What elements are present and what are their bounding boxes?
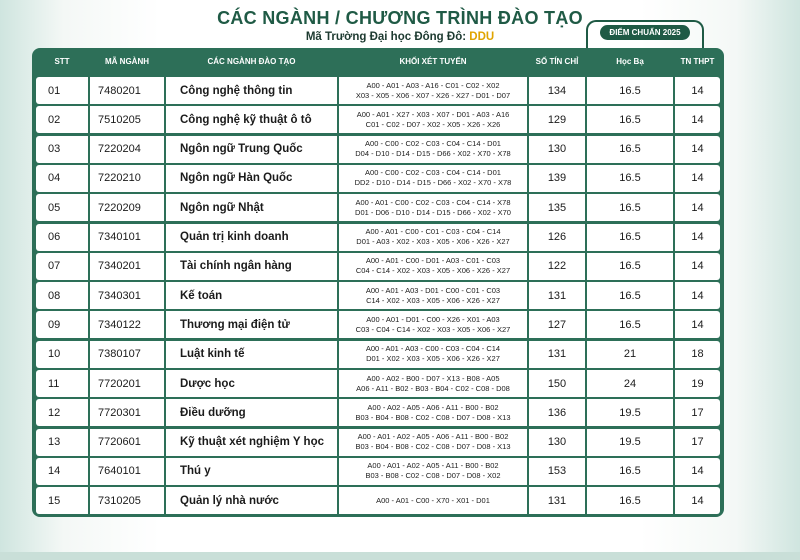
row-groups [339, 487, 527, 514]
row-name: Ngôn ngữ Nhật [166, 194, 337, 221]
row-code: 7220210 [90, 165, 164, 192]
row-groups [339, 282, 527, 309]
row-groups [339, 429, 527, 456]
row-thpt: 14 [675, 487, 720, 514]
row-name: Ngôn ngữ Hàn Quốc [166, 165, 337, 192]
row-thpt: 14 [675, 458, 720, 485]
row-credits: 131 [529, 282, 585, 309]
row-name: Quản trị kinh doanh [166, 224, 337, 251]
table-row [32, 194, 724, 223]
row-code: 7310205 [90, 487, 164, 514]
row-groups-line: C14 - X02 - X03 - X05 - X06 - X26 - X27 [366, 295, 500, 305]
row-code: 7640101 [90, 458, 164, 485]
row-credits: 122 [529, 253, 585, 280]
header-stt: STT [54, 57, 70, 66]
table-row [32, 77, 724, 106]
school-code: DDU [469, 31, 495, 43]
row-hocba: 16.5 [587, 487, 673, 514]
row-stt: 01 [36, 77, 88, 104]
row-hocba: 16.5 [587, 165, 673, 192]
row-name: Tài chính ngân hàng [166, 253, 337, 280]
row-thpt: 14 [675, 194, 720, 221]
row-groups [339, 165, 527, 192]
row-code: 7720301 [90, 399, 164, 426]
row-groups-line: D01 - X02 - X03 - X05 - X06 - X26 - X27 [366, 354, 500, 364]
header-thpt: TN THPT [680, 57, 715, 66]
row-groups [339, 370, 527, 397]
row-name: Công nghệ thông tin [166, 77, 337, 104]
row-groups-line: A00 - A01 - A03 - C00 - C03 - C04 - C14 [365, 344, 501, 354]
row-code: 7340301 [90, 282, 164, 309]
row-credits: 134 [529, 77, 585, 104]
row-thpt: 14 [675, 136, 720, 163]
row-groups [339, 224, 527, 251]
row-code: 7340122 [90, 311, 164, 338]
row-stt: 08 [36, 282, 88, 309]
row-groups-line: A00 - A01 - X27 - X03 - X07 - D01 - A03 - A16 [356, 109, 510, 119]
row-groups [339, 77, 527, 104]
table-row [32, 282, 724, 311]
row-groups-line: B03 - B08 - C02 - C08 - D07 - D08 - X02 [365, 471, 501, 481]
row-stt: 11 [36, 370, 88, 397]
row-hocba: 16.5 [587, 253, 673, 280]
row-hocba: 16.5 [587, 136, 673, 163]
row-stt: 03 [36, 136, 88, 163]
row-stt: 13 [36, 429, 88, 456]
row-thpt: 14 [675, 106, 720, 133]
row-groups [339, 106, 527, 133]
row-groups-line: C03 - C04 - C14 - X02 - X03 - X05 - X06 - X27 [355, 324, 511, 334]
row-groups-line: A00 - A01 - A03 - D01 - C00 - C01 - C03 [365, 285, 501, 295]
table-row [32, 429, 724, 458]
row-stt: 09 [36, 311, 88, 338]
row-stt: 06 [36, 224, 88, 251]
row-code: 7340201 [90, 253, 164, 280]
row-groups-line: C04 - C14 - X02 - X03 - X05 - X06 - X26 - X27 [355, 266, 511, 276]
row-stt: 05 [36, 194, 88, 221]
row-groups-line: D01 - A03 - X02 - X03 - X05 - X06 - X26 - X27 [356, 237, 510, 246]
row-credits: 153 [529, 458, 585, 485]
row-credits: 129 [529, 106, 585, 133]
row-thpt: 17 [675, 399, 720, 426]
row-groups [339, 341, 527, 368]
row-groups-line: B03 - B04 - B08 - C02 - C08 - D07 - D08 - X13 [355, 412, 511, 422]
row-groups [339, 194, 527, 221]
row-name: Kỹ thuật xét nghiệm Y học [166, 429, 337, 456]
row-credits: 130 [529, 429, 585, 456]
row-code: 7380107 [90, 341, 164, 368]
row-stt: 04 [36, 165, 88, 192]
programs-table [32, 48, 724, 517]
row-thpt: 18 [675, 341, 720, 368]
row-groups-line: A00 - A01 - C00 - C01 - C03 - C04 - C14 [365, 227, 501, 236]
row-hocba: 16.5 [587, 224, 673, 251]
table-row [32, 458, 724, 487]
row-code: 7720601 [90, 429, 164, 456]
table-row [32, 165, 724, 194]
row-groups-line: A00 - A01 - A02 - A05 - A11 - B00 - B02 [367, 461, 499, 471]
row-stt: 07 [36, 253, 88, 280]
row-thpt: 17 [675, 429, 720, 456]
row-groups-line: B03 - B04 - B08 - C02 - C08 - D07 - D08 - X13 [355, 442, 511, 452]
row-name: Kế toán [166, 282, 337, 309]
table-row [32, 224, 724, 253]
row-groups-line: A00 - C00 - C02 - C03 - C04 - C14 - D01 [365, 168, 501, 178]
table-header [32, 48, 724, 76]
row-name: Thương mại điện tử [166, 311, 337, 338]
row-hocba: 24 [587, 370, 673, 397]
row-hocba: 19.5 [587, 399, 673, 426]
row-hocba: 16.5 [587, 282, 673, 309]
row-credits: 136 [529, 399, 585, 426]
row-hocba: 16.5 [587, 77, 673, 104]
row-hocba: 19.5 [587, 429, 673, 456]
table-row [32, 341, 724, 370]
table-row [32, 311, 724, 340]
row-groups [339, 311, 527, 338]
row-credits: 139 [529, 165, 585, 192]
row-credits: 126 [529, 224, 585, 251]
row-thpt: 19 [675, 370, 720, 397]
row-thpt: 14 [675, 253, 720, 280]
row-hocba: 16.5 [587, 458, 673, 485]
row-name: Công nghệ kỹ thuật ô tô [166, 106, 337, 133]
table-row [32, 253, 724, 282]
row-groups-line: D04 - D10 - D14 - D15 - D66 - X02 - X70 - X78 [355, 149, 511, 159]
row-groups [339, 253, 527, 280]
row-groups-line: A00 - A01 - C00 - X70 - X01 - D01 [376, 495, 490, 505]
row-groups-line: A00 - A01 - A03 - A16 - C01 - C02 - X02 [366, 80, 500, 90]
row-code: 7510205 [90, 106, 164, 133]
row-groups-line: A06 - A11 - B02 - B03 - B04 - C02 - C08 - D08 [356, 383, 510, 393]
row-groups-line: A00 - A01 - A02 - A05 - A06 - A11 - B00 - B02 [357, 432, 509, 442]
row-stt: 14 [36, 458, 88, 485]
row-credits: 130 [529, 136, 585, 163]
row-credits: 135 [529, 194, 585, 221]
row-groups-line: X03 - X05 - X06 - X07 - X26 - X27 - D01 - D07 [355, 90, 511, 100]
row-groups [339, 399, 527, 426]
header-name: CÁC NGÀNH ĐÀO TẠO [207, 57, 296, 66]
row-name: Dược học [166, 370, 337, 397]
school-code-label: Mã Trường Đại học Đông Đô: [305, 31, 470, 43]
row-groups [339, 136, 527, 163]
header-hocba: Học Bạ [616, 57, 644, 66]
row-stt: 02 [36, 106, 88, 133]
table-row [32, 399, 724, 428]
row-thpt: 14 [675, 282, 720, 309]
row-groups-line: C01 - C02 - D07 - X02 - X05 - X26 - X26 [365, 119, 501, 129]
row-code: 7720201 [90, 370, 164, 397]
row-stt: 12 [36, 399, 88, 426]
header-credits: SỐ TÍN CHỈ [535, 57, 579, 66]
row-thpt: 14 [675, 311, 720, 338]
row-groups-line: DD2 - D10 - D14 - D15 - D66 - X02 - X70 - X78 [354, 178, 512, 188]
table-row [32, 106, 724, 135]
row-code: 7220209 [90, 194, 164, 221]
row-name: Quản lý nhà nước [166, 487, 337, 514]
row-credits: 131 [529, 341, 585, 368]
row-groups [339, 458, 527, 485]
row-credits: 131 [529, 487, 585, 514]
row-code: 7220204 [90, 136, 164, 163]
row-groups-line: A00 - A01 - C00 - D01 - A03 - C01 - C03 [365, 256, 501, 266]
row-credits: 150 [529, 370, 585, 397]
row-thpt: 14 [675, 224, 720, 251]
row-hocba: 16.5 [587, 311, 673, 338]
row-thpt: 14 [675, 77, 720, 104]
table-row [32, 370, 724, 399]
row-groups-line: A00 - A02 - A05 - A06 - A11 - B00 - B02 [367, 402, 499, 412]
header-groups: KHỐI XÉT TUYỂN [399, 57, 467, 66]
header-code: MÃ NGÀNH [105, 57, 149, 66]
page-title: CÁC NGÀNH / CHƯƠNG TRÌNH ĐÀO TẠO [217, 8, 583, 28]
row-stt: 15 [36, 487, 88, 514]
row-groups-line: A00 - A01 - C00 - C02 - C03 - C04 - C14 - X78 [355, 197, 511, 207]
score-badge-label: ĐIỂM CHUẨN 2025 [600, 25, 690, 40]
row-groups-line: D01 - D06 - D10 - D14 - D15 - D66 - X02 - X70 [355, 207, 511, 217]
bottom-bar [0, 552, 800, 560]
row-thpt: 14 [675, 165, 720, 192]
row-name: Thú y [166, 458, 337, 485]
row-hocba: 16.5 [587, 194, 673, 221]
table-row [32, 487, 724, 516]
row-code: 7480201 [90, 77, 164, 104]
row-code: 7340101 [90, 224, 164, 251]
row-hocba: 16.5 [587, 106, 673, 133]
row-name: Luật kinh tế [166, 341, 337, 368]
row-name: Ngôn ngữ Trung Quốc [166, 136, 337, 163]
table-row [32, 136, 724, 165]
row-groups-line: A00 - C00 - C02 - C03 - C04 - C14 - D01 [365, 139, 501, 149]
row-name: Điều dưỡng [166, 399, 337, 426]
row-hocba: 21 [587, 341, 673, 368]
row-stt: 10 [36, 341, 88, 368]
row-credits: 127 [529, 311, 585, 338]
row-groups-line: A00 - A02 - B00 - D07 - X13 - B08 - A05 [366, 373, 500, 383]
row-groups-line: A00 - A01 - D01 - C00 - X26 - X01 - A03 [366, 314, 500, 324]
